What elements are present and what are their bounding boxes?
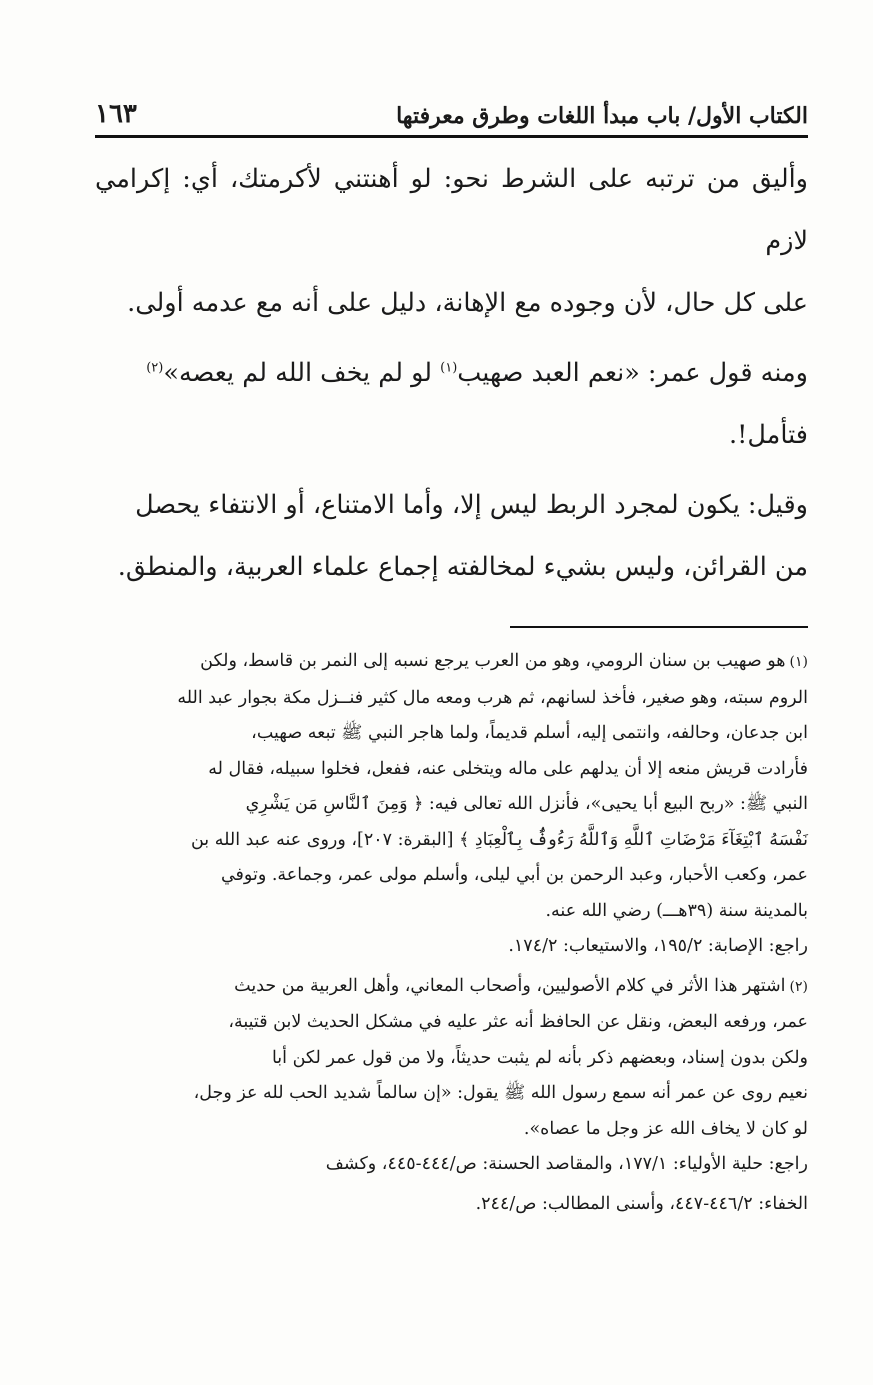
footnote-line: فأرادت قريش منعه إلا أن يدلهم على ماله ويتخلى عنه، ففعل، فخلوا سبيله، فقال له [208,758,808,779]
footnote-mark-2: (٢) [789,978,808,995]
footnote-line: نعيم روى عن عمر أنه سمع رسول الله ﷺ يقول: «إن سالماً شديد الحب لله عز وجل، [193,1083,808,1103]
paragraph-line: وقيل: يكون لمجرد الربط ليس إلا، وأما الامتناع، أو الانتفاء يحصل [135,490,808,520]
paragraph-line: فتأمل!. [729,420,808,450]
page-header [95,85,808,138]
paragraph-line-quote [95,342,808,404]
footnote-text: هو صهيب بن سنان الرومي، وهو من العرب يرجع نسبه إلى النمر بن قاسط، ولكن [200,651,786,671]
footnotes [95,644,808,1222]
footnote-source: راجع: الإصابة: ١٩٥/٢، والاستيعاب: ١٧٤/٢. [508,936,808,956]
footnote-source: راجع: حلية الأولياء: ١٧٧/١، والمقاصد الحسنة: ص/٤٤٤-٤٤٥، وكشف [325,1154,808,1174]
running-title: الكتاب الأول/ باب مبدأ اللغات وطرق معرفتها [396,103,808,129]
footnote-line: الروم سبته، وهو صغير، فأخذ لسانهم، ثم هرب ومعه مال كثير فنــزل مكة بجوار عبد الله [177,687,808,708]
paragraph-line: من القرائن، وليس بشيء لمخالفته إجماع علماء العربية، والمنطق. [117,552,808,582]
footnote-ref-1: (١) [440,360,458,376]
quote-part-b: لو لم يخف الله لم يعصه» [163,358,441,388]
main-text [95,148,808,598]
footnote-line: ابن جدعان، وحالفه، وانتمى إليه، أسلم قديماً، ولما هاجر النبي ﷺ تبعه صهيب، [251,723,808,743]
paragraph-line: وأليق من ترتبه على الشرط نحو: لو أهنتني لأكرمتك، أي: إكرامي لازم [95,164,808,256]
footnote-line [95,969,808,1006]
page-number: ١٦٣ [95,99,137,129]
footnote-text: اشتهر هذا الأثر في كلام الأصوليين، وأصحاب المعاني، وأهل العربية من حديث [234,975,786,996]
book-page [95,85,808,1226]
footnote-line: عمر، ورفعه البعض، ونقل عن الحافظ أنه عثر عليه في مشكل الحديث لابن قتيبة، [228,1012,808,1032]
footnote-line [95,644,808,681]
footnote-line: النبي ﷺ: «ربح البيع أبا يحيى»، فأنزل الله تعالى فيه: ﴿ وَمِنَ ٱلنَّاسِ مَن يَشْرِي [245,794,808,814]
quote-part-a: ومنه قول عمر: «نعم العبد صهيب [457,358,808,388]
paragraph-line: على كل حال، لأن وجوده مع الإهانة، دليل على أنه مع عدمه أولى. [127,288,808,318]
footnote-source: الخفاء: ٤٤٦/٢-٤٤٧، وأسنى المطالب: ص/٢٤٤. [475,1193,808,1214]
footnote-mark-1: (١) [789,654,808,670]
footnote-line: بالمدينة سنة (٣٩هـــ) رضي الله عنه. [545,900,808,921]
footnote-separator [510,626,808,628]
footnote-line: نَفْسَهُ ٱبْتِغَآءَ مَرْضَاتِ ٱللَّهِ وَٱللَّهُ رَءُوفٌۢ بِٱلْعِبَادِ ﴾ [البقرة: ٢٠٧]، وروى عنه عبد الله بن [190,829,808,850]
footnote-line: لو كان لا يخاف الله عز وجل ما عصاه». [523,1118,808,1139]
footnote-line: عمر، وكعب الأحبار، وعبد الرحمن بن أبي ليلى، وأسلم مولى عمر، وجماعة. وتوفي [220,865,808,885]
footnote-ref-2: (٢) [146,360,164,376]
footnote-line: ولكن بدون إسناد، وبعضهم ذكر بأنه لم يثبت حديثاً، ولا من قول عمر لكن أبا [271,1047,808,1068]
